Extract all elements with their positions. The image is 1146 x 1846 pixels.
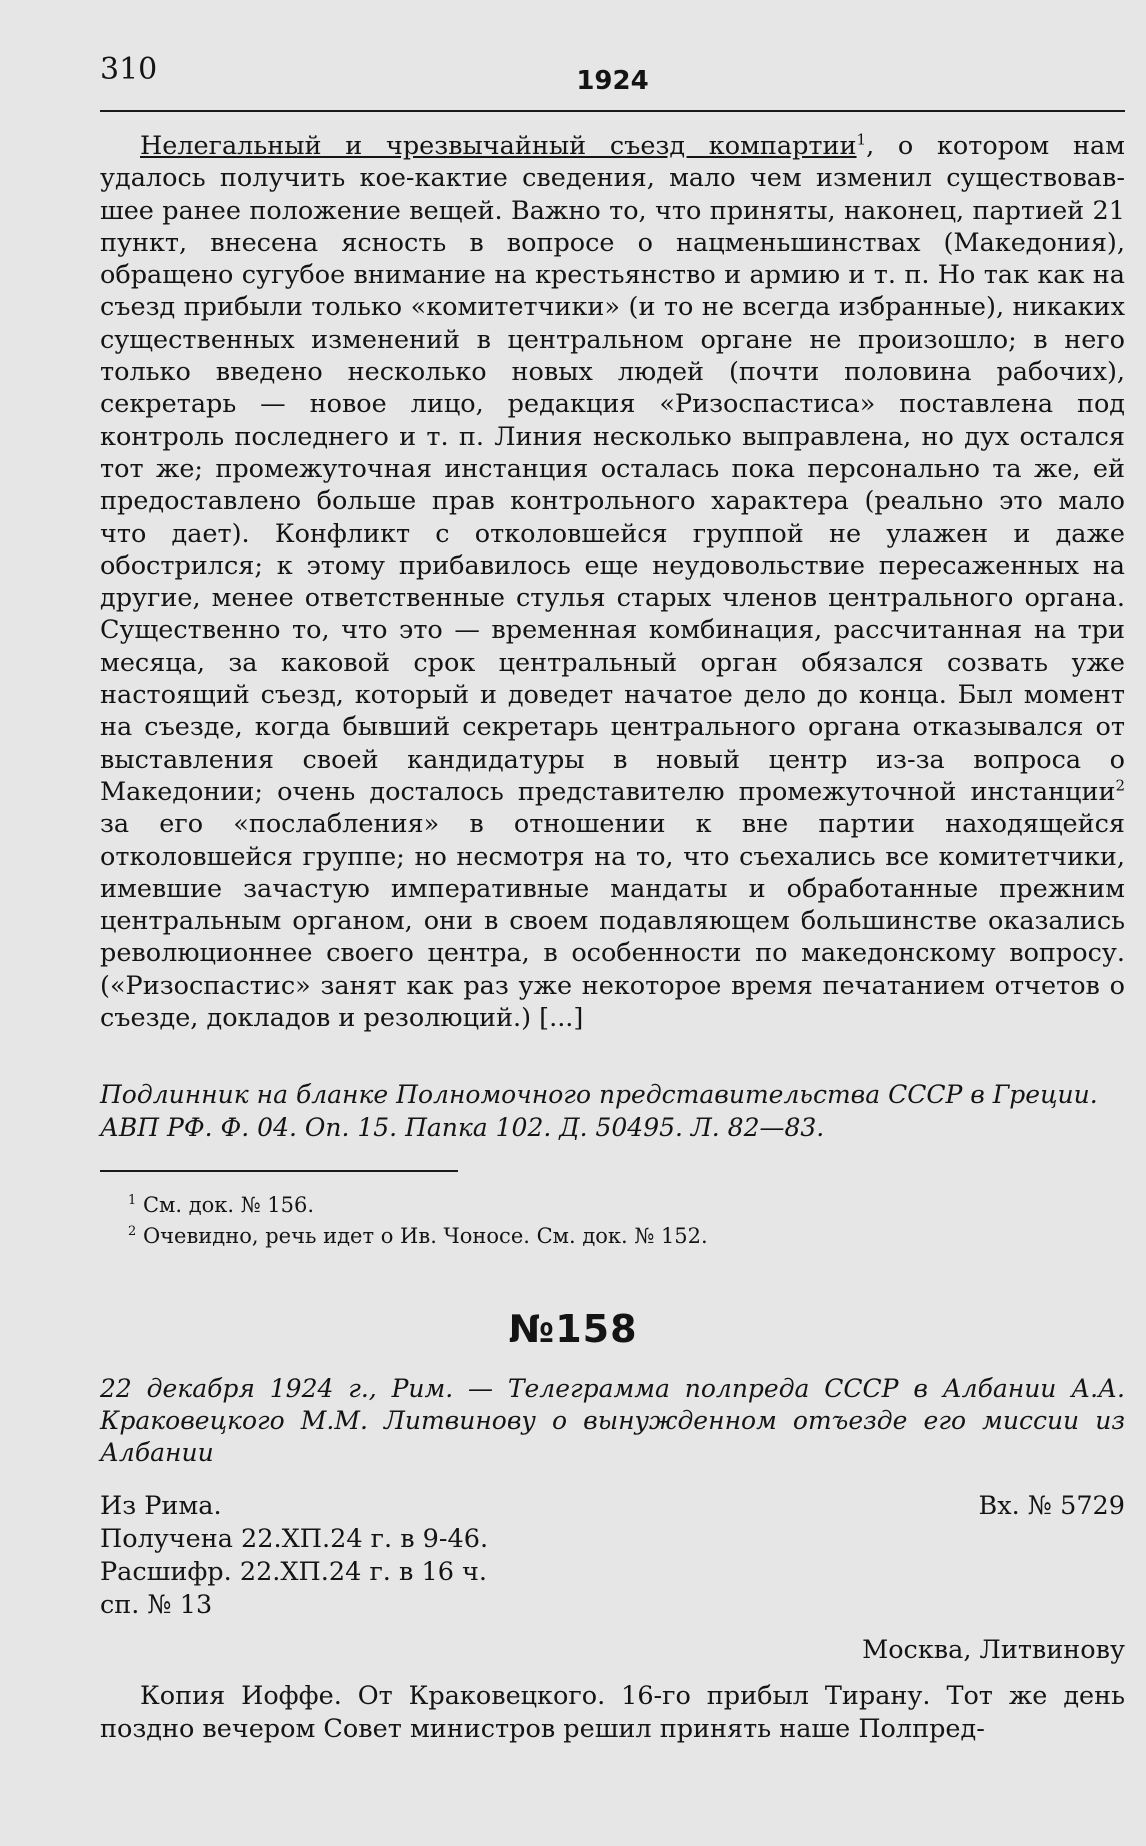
footnote-1 xyxy=(128,1190,1118,1221)
meta-row-received xyxy=(100,1523,1125,1556)
footnote-mark-2: 2 xyxy=(128,1224,137,1239)
footnote-2 xyxy=(128,1221,1118,1252)
page-number: 310 xyxy=(100,52,158,87)
source-line-1: Подлинник на бланке Полномочного представительства СССР в Греции. xyxy=(100,1080,1098,1109)
meta-row-decoded xyxy=(100,1556,1125,1589)
document-title: 22 декабря 1924 г., Рим. — Телеграмма полпреда СССР в Албании А.А. Краковецкого М.М. Литвинову о вынужденном отъезде его миссии из Албании xyxy=(100,1374,1125,1467)
body-paragraph xyxy=(100,130,1125,1034)
meta-row-copy xyxy=(100,1589,1125,1622)
running-head-year: 1924 xyxy=(576,66,649,96)
telegram-addressee: Москва, Литвинову xyxy=(862,1635,1125,1665)
source-line-2: АВП РФ. Ф. 04. Оп. 15. Папка 102. Д. 50495. Л. 82—83. xyxy=(100,1113,825,1142)
telegram-paragraph: Копия Иоффе. От Краковецкого. 16-го прибыл Тирану. Тот же день поздно вечером Совет министров решил принять наше Полпред- xyxy=(100,1681,1125,1744)
copy-number: сп. № 13 xyxy=(100,1590,213,1620)
telegram-from: Из Рима. xyxy=(100,1491,222,1521)
footnote-ref-1: 1 xyxy=(856,130,867,149)
header-rule xyxy=(100,110,1125,112)
meta-row-from xyxy=(100,1490,1125,1523)
archival-source-note xyxy=(100,1078,1125,1144)
footnote-text-2: Очевидно, речь идет о Ив. Чоносе. См. док. № 152. xyxy=(136,1224,708,1248)
page-header xyxy=(100,52,1125,112)
document-body-text xyxy=(100,130,1125,1034)
decoded-time: Расшифр. 22.ХП.24 г. в 16 ч. xyxy=(100,1557,487,1587)
footnote-mark-1: 1 xyxy=(128,1193,137,1208)
telegram-text xyxy=(100,1680,1125,1746)
footnotes xyxy=(128,1190,1118,1252)
incoming-number: Вх. № 5729 xyxy=(978,1491,1125,1521)
footnote-text-1: См. док. № 156. xyxy=(136,1193,315,1217)
footnote-rule xyxy=(100,1170,458,1172)
telegram-metadata xyxy=(100,1490,1125,1622)
received-time: Получена 22.ХП.24 г. в 9-46. xyxy=(100,1524,489,1554)
footnote-ref-2: 2 xyxy=(1115,776,1125,795)
document-number: №158 xyxy=(508,1307,638,1351)
body-text-part-2: за его «послабления» в отношении к вне партии находящейся отколовшейся группе; но несмотря на то, что съехались все комитетчики, имевшие зачастую императивные мандаты и обработанные прежним центральным органом, они в своем подавляющем большинстве оказались революционнее своего центра, в особенности по македонскому вопросу. («Ризоспастис» занят как раз уже некоторое время печатанием отчетов о съезде, докладов и резолюций.) [...] xyxy=(100,809,1125,1034)
underlined-lead: Нелегальный и чрезвычайный съезд компартии xyxy=(140,131,857,161)
body-text-part-1: , о котором нам удалось получить кое-кактие сведения, мало чем изменил существовавшее ранее положение вещей. Важно то, что приняты, наконец, партией 21 пункт, внесена ясность в вопросе о нацменьшинствах (Македония), обращено сугубое внимание на крестьянство и армию и т. п. Но так как на съезд прибыли только «комитетчики» (и то не всегда избранные), никаких существенных изменений в центральном органе не произошло; в него только введено несколько новых людей (почти половина рабочих), секретарь — новое лицо, редакция «Ризоспастиса» поставлена под контроль последнего и т. п. Линия несколько выправлена, но дух остался тот же; промежуточная инстанция осталась пока персонально та же, ей предоставлено больше прав контрольного характера (реально это мало что дает). Конфликт с отколовшейся группой не улажен и даже обострился; к этому прибавилось еще неудовольствие пересаженных на другие, менее ответственные стулья старых членов центрального органа. Существенно то, что это — временная комбинация, рассчитанная на три месяца, за каковой срок центральный орган обязался созвать уже настоящий съезд, который и доведет начатое дело до конца. Был момент на съезде, когда бывший секретарь центрального органа отказывался от выставления своей кандидатуры в новый центр из-за вопроса о Македонии; очень досталось представителю промежуточной инстанции xyxy=(100,131,1125,807)
